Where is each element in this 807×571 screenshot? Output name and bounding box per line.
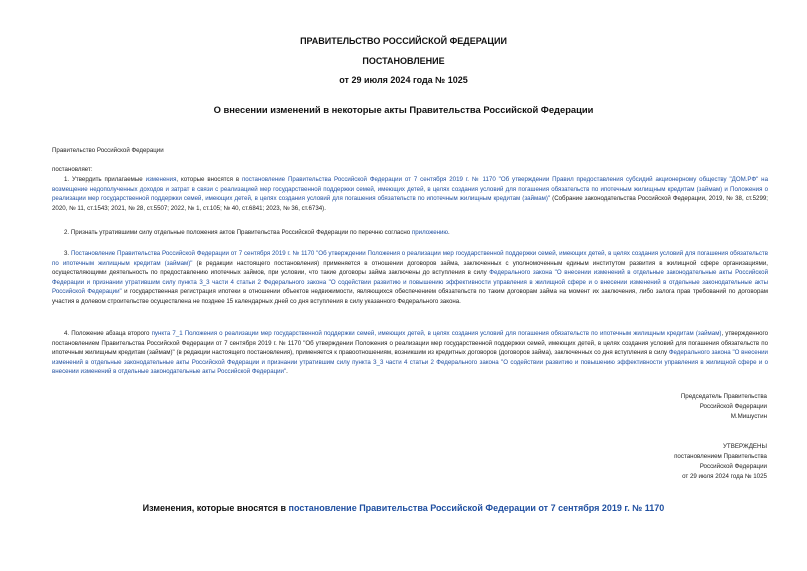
paragraph-4-text-c: . bbox=[286, 368, 288, 376]
government-heading: ПРАВИТЕЛЬСТВО РОССИЙСКОЙ ФЕДЕРАЦИИ bbox=[300, 36, 507, 46]
paragraph-1-text-b: , которые вносятся в bbox=[176, 176, 242, 183]
changes-heading bbox=[0, 503, 807, 513]
paragraph-2-text-b: . bbox=[448, 229, 450, 236]
document-type: ПОСТАНОВЛЕНИЕ bbox=[362, 56, 445, 66]
paragraph-4 bbox=[52, 329, 768, 377]
approval-label: УТВЕРЖДЕНЫ bbox=[723, 443, 767, 450]
signature-position-2: Российской Федерации bbox=[699, 403, 767, 410]
approval-line-3: от 29 июля 2024 года № 1025 bbox=[682, 473, 767, 480]
paragraph-4-text-a: 4. Положение абзаца второго bbox=[64, 330, 152, 337]
paragraph-3-text-b: (в редакции настоящего постановления) применяется в отношении договоров займа, заключенных с уполномоченным единым институтом развития в жилищной сфере организациями, осуществляющими деятельность по предоставлению ипотечных займов, при условии, что такие договоры займа заключены до вступления в силу bbox=[52, 259, 768, 277]
appendix-link[interactable]: приложению bbox=[411, 229, 449, 236]
changes-heading-prefix: Изменения, которые вносятся в bbox=[142, 503, 289, 513]
document-title: О внесении изменений в некоторые акты Правительства Российской Федерации bbox=[213, 104, 594, 115]
signature-name: М.Мишустин bbox=[730, 413, 767, 420]
date-and-number: от 29 июля 2024 года № 1025 bbox=[339, 75, 468, 85]
paragraph-1-text-c: (Собрание законодательства Российской Федерации, 2019, № 38, ст.5299; 2020, № 11, ст.1543; 2021, № 28, ст.5507; 2022, № 1, ст.105; № 40, ст.6841; 2023, № 36, ст.6734). bbox=[52, 195, 768, 212]
resolution-1170-link[interactable]: постановление Правительства Российской Федерации от 7 сентября 2019 г. № 1170 "Об утверждении Правил предоставления субсидий акционерному обществу "ДОМ.РФ" на возмещение недополученных доходов и затрат в связи с реализацией мер государственной поддержки семей, имеющих детей, в целях создания условий для погашения обязательств по ипотечным жилищным кредитам (займам) и Положения о реализации мер государственной поддержки семей, имеющих детей, в целях создания условий для погашения обязательств по ипотечным жилищным кредитам (займам)" bbox=[52, 176, 768, 203]
paragraph-2 bbox=[52, 228, 768, 238]
approval-line-1: постановлением Правительства bbox=[674, 453, 767, 460]
changes-heading-link[interactable]: постановление Правительства Российской Федерации от 7 сентября 2019 г. № 1170 bbox=[288, 503, 665, 513]
approval-line-2: Российской Федерации bbox=[699, 463, 767, 470]
paragraph-3 bbox=[52, 249, 768, 307]
paragraph-4-text-b: , утвержденного постановлением Правительства Российской Федерации от 7 сентября 2019 г. № 1170 "Об утверждении Положения о реализации мер государственной поддержки семей, имеющих детей, в целях создания условий для погашения обязательств по ипотечным жилищным кредитам (займам)" (в редакции настоящего постановления), применяется к правоотношениям, возникшим из кредитных договоров (договоров займа), заключенных со дня вступления в силу bbox=[52, 330, 768, 357]
federal-law-link-2[interactable]: Федерального закона "О внесении изменений в отдельные законодательные акты Российской Федерации и признании утратившим силу пункта 3_3 части 4 статьи 2 Федерального закона "О содействии развитию и повышению эффективности управления в жилищной сфере и о внесении изменений в отдельные законодательные акты Российской Федерации" bbox=[52, 349, 768, 376]
paragraph-3-text-a: 3. bbox=[64, 250, 71, 257]
changes-link[interactable]: изменения bbox=[145, 176, 177, 183]
paragraph-3-text-c: и государственная регистрация ипотеки в отношении объектов недвижимости, являющихся обеспечением обязательств по таким договорам займа на момент их заключения, либо залога прав требований по договорам участия в долевом строительстве осуществлена не позднее 15 календарных дней со дня вступления в силу указанного Федерального закона. bbox=[52, 288, 768, 305]
approval-block bbox=[674, 442, 767, 482]
federal-law-link[interactable]: Федерального закона "О внесении изменений в отдельные законодательные акты Российской Федерации и признании утратившим силу пункта 3_3 части 4 статьи 2 Федерального закона "О содействии развитию и повышению эффективности управления в жилищной сфере и о внесении изменений в отдельные законодательные акты Российской Федерации" bbox=[52, 269, 768, 296]
resolves-line: постановляет: bbox=[52, 166, 93, 173]
paragraph-1-text-a: 1. Утвердить прилагаемые bbox=[64, 176, 146, 183]
paragraph-1 bbox=[52, 175, 768, 213]
point-7-1-link[interactable]: пункта 7_1 Положения о реализации мер государственной поддержки семей, имеющих детей, в целях создания условий для погашения обязательств по ипотечным жилищным кредитам (займам) bbox=[151, 330, 722, 337]
issuer-line: Правительство Российской Федерации bbox=[52, 147, 164, 154]
signature-position-1: Председатель Правительства bbox=[680, 393, 767, 400]
paragraph-2-text-a: 2. Признать утратившими силу отдельные положения актов Правительства Российской Федерации по перечню согласно bbox=[64, 229, 412, 236]
signature-block bbox=[681, 392, 767, 422]
resolution-1170-position-link[interactable]: Постановление Правительства Российской Федерации от 7 сентября 2019 г. № 1170 "Об утверждении Положения о реализации мер государственной поддержки семей, имеющих детей, в целях создания условий для погашения обязательств по ипотечным жилищным кредитам (займам)" bbox=[52, 250, 768, 267]
